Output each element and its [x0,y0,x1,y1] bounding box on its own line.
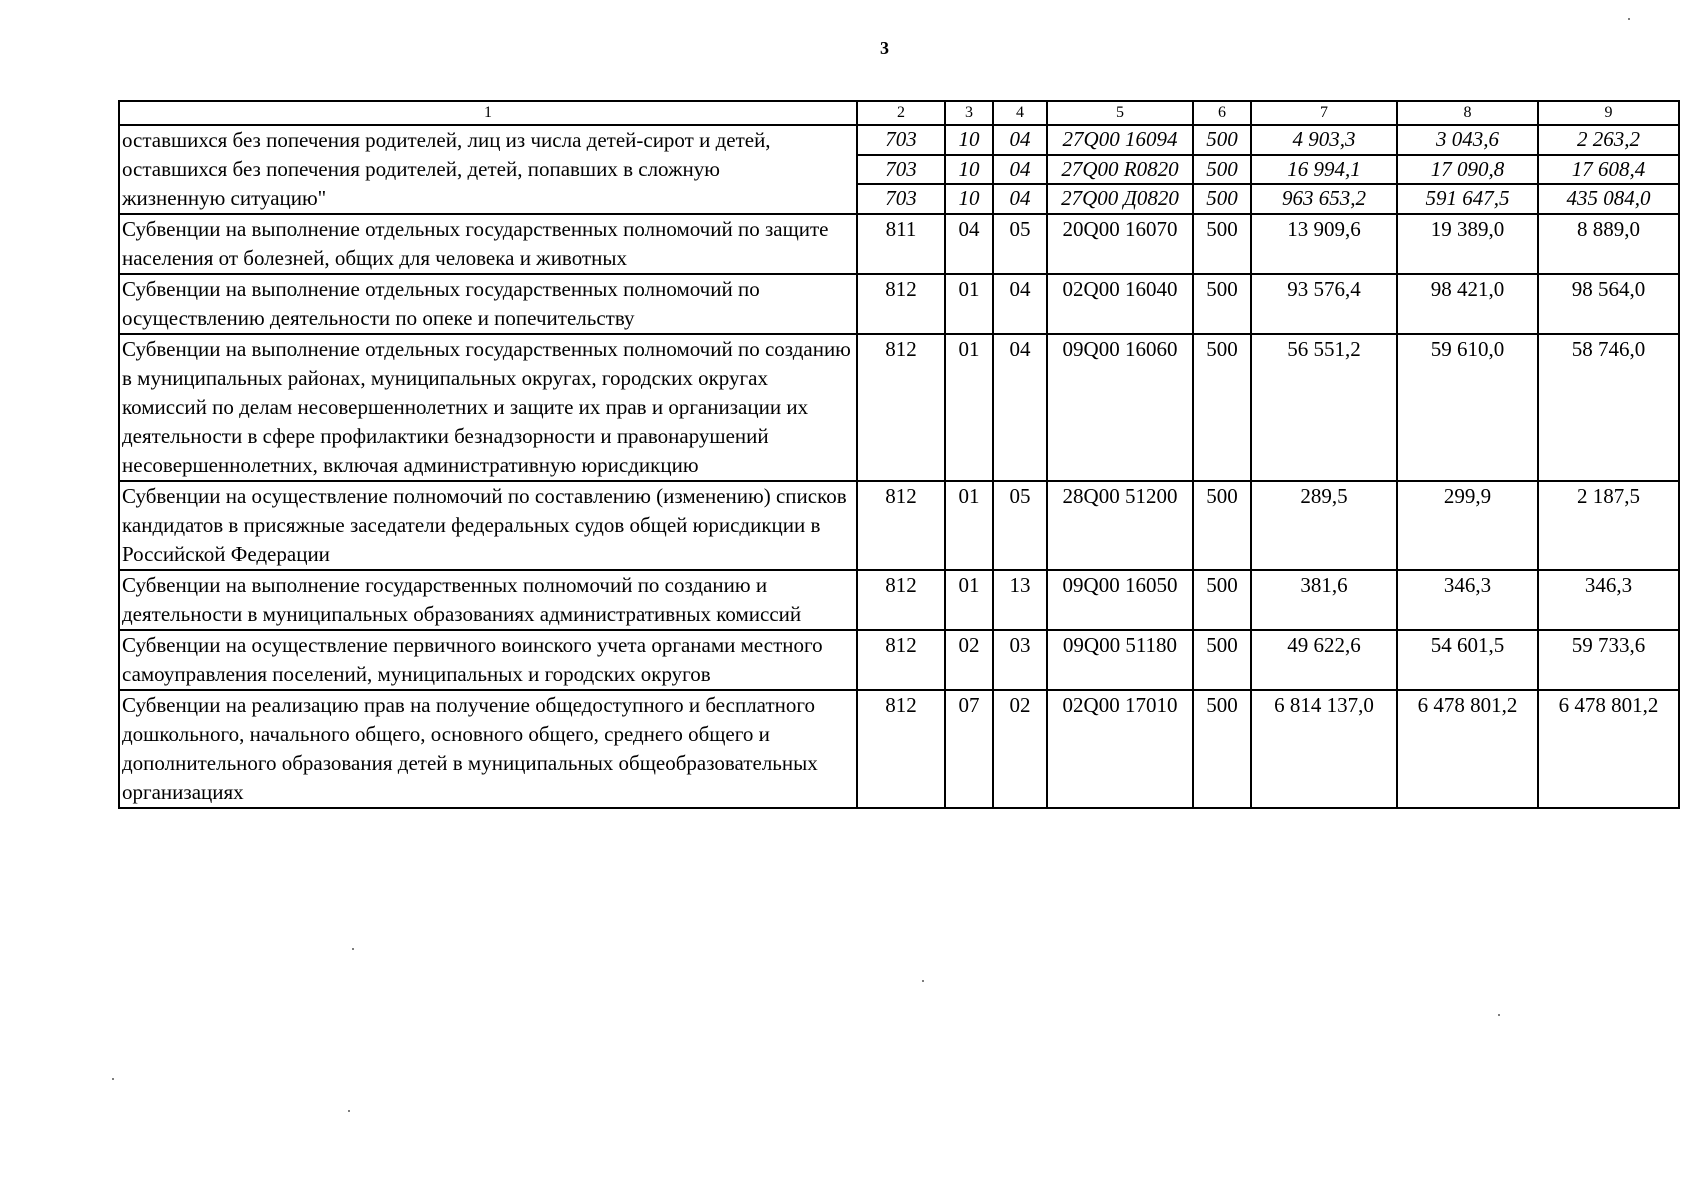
cell-value: 10 [945,155,993,185]
cell-value: 98 564,0 [1538,274,1679,334]
header-cell: 7 [1251,101,1397,125]
description-line: оставшихся без попечения родителей, лиц из числа детей-сирот и детей, [122,128,771,152]
cell-value: 59 610,0 [1397,334,1538,481]
cell-value: 812 [857,570,945,630]
cell-value: 812 [857,274,945,334]
header-cell: 6 [1193,101,1251,125]
cell-value: 04 [993,274,1047,334]
header-cell: 8 [1397,101,1538,125]
header-cell: 1 [119,101,857,125]
scan-speck [1498,1014,1500,1016]
cell-value: 04 [993,184,1047,214]
cell-value: 6 814 137,0 [1251,690,1397,808]
scan-speck [352,948,354,950]
table-row [119,125,1679,155]
header-cell: 5 [1047,101,1193,125]
cell-value: 02 [993,690,1047,808]
cell-value: 49 622,6 [1251,630,1397,690]
cell-value: 17 090,8 [1397,155,1538,185]
table-row [119,481,1679,570]
cell-value: 381,6 [1251,570,1397,630]
cell-value: 02Q00 17010 [1047,690,1193,808]
cell-value: 04 [993,155,1047,185]
cell-value: 435 084,0 [1538,184,1679,214]
budget-table [118,100,1680,809]
row-description: Субвенции на выполнение государственных полномочий по созданию и деятельности в муниципальных образованиях административных комиссий [119,570,857,630]
cell-value: 500 [1193,630,1251,690]
cell-value: 8 889,0 [1538,214,1679,274]
cell-value: 09Q00 16050 [1047,570,1193,630]
cell-value: 27Q00 Д0820 [1047,184,1193,214]
cell-value: 500 [1193,184,1251,214]
header-row [119,101,1679,125]
cell-value: 17 608,4 [1538,155,1679,185]
cell-value: 01 [945,334,993,481]
cell-value: 591 647,5 [1397,184,1538,214]
cell-value: 4 903,3 [1251,125,1397,155]
row-description: Субвенции на выполнение отдельных государственных полномочий по созданию в муниципальных районах, муниципальных округах, городских округах комиссий по делам несовершеннолетних и защите их прав и организации их деятельности в сфере профилактики безнадзорности и правонарушений несовершеннолетних, включая административную юрисдикцию [119,334,857,481]
cell-value: 2 187,5 [1538,481,1679,570]
cell-value: 16 994,1 [1251,155,1397,185]
cell-value: 58 746,0 [1538,334,1679,481]
cell-value: 01 [945,570,993,630]
cell-value: 05 [993,481,1047,570]
cell-value: 812 [857,690,945,808]
cell-value: 703 [857,155,945,185]
cell-value: 500 [1193,274,1251,334]
cell-value: 346,3 [1397,570,1538,630]
description-line: оставшихся без попечения родителей, детей, попавших в сложную [122,157,720,181]
table-row [119,690,1679,808]
header-cell: 4 [993,101,1047,125]
cell-value: 500 [1193,214,1251,274]
cell-value: 04 [993,125,1047,155]
cell-value: 02Q00 16040 [1047,274,1193,334]
cell-value: 812 [857,481,945,570]
table-row [119,570,1679,630]
cell-value: 500 [1193,570,1251,630]
cell-value: 04 [945,214,993,274]
cell-value: 500 [1193,125,1251,155]
table-row [119,214,1679,274]
cell-value: 500 [1193,690,1251,808]
cell-value: 59 733,6 [1538,630,1679,690]
header-cell: 9 [1538,101,1679,125]
cell-value: 6 478 801,2 [1397,690,1538,808]
cell-value: 2 263,2 [1538,125,1679,155]
cell-value: 10 [945,184,993,214]
cell-value: 6 478 801,2 [1538,690,1679,808]
cell-value: 703 [857,125,945,155]
cell-value: 09Q00 51180 [1047,630,1193,690]
cell-value: 346,3 [1538,570,1679,630]
cell-value: 02 [945,630,993,690]
cell-value: 299,9 [1397,481,1538,570]
cell-value: 289,5 [1251,481,1397,570]
header-cell: 3 [945,101,993,125]
cell-value: 07 [945,690,993,808]
row-description: Субвенции на осуществление первичного воинского учета органами местного самоуправления поселений, муниципальных и городских округов [119,630,857,690]
description-line: жизненную ситуацию" [122,186,327,210]
cell-value: 27Q00 16094 [1047,125,1193,155]
row-description: Субвенции на выполнение отдельных государственных полномочий по осуществлению деятельности по опеке и попечительству [119,274,857,334]
cell-value: 812 [857,334,945,481]
cell-value: 10 [945,125,993,155]
cell-value: 13 [993,570,1047,630]
header-cell: 2 [857,101,945,125]
table-row [119,630,1679,690]
row-description: Субвенции на реализацию прав на получение общедоступного и бесплатного дошкольного, начального общего, основного общего, среднего общего и дополнительного образования детей в муниципальных общеобразовательных организациях [119,690,857,808]
page-number: 3 [880,38,889,58]
cell-value: 963 653,2 [1251,184,1397,214]
cell-value: 56 551,2 [1251,334,1397,481]
cell-value: 811 [857,214,945,274]
cell-value: 09Q00 16060 [1047,334,1193,481]
row-description [119,125,857,214]
cell-value: 98 421,0 [1397,274,1538,334]
cell-value: 703 [857,184,945,214]
scan-speck [112,1078,114,1080]
cell-value: 05 [993,214,1047,274]
cell-value: 54 601,5 [1397,630,1538,690]
row-description: Субвенции на выполнение отдельных государственных полномочий по защите населения от болезней, общих для человека и животных [119,214,857,274]
cell-value: 13 909,6 [1251,214,1397,274]
row-description: Субвенции на осуществление полномочий по составлению (изменению) списков кандидатов в присяжные заседатели федеральных судов общей юрисдикции в Российской Федерации [119,481,857,570]
cell-value: 28Q00 51200 [1047,481,1193,570]
cell-value: 500 [1193,334,1251,481]
scan-speck [922,980,924,982]
cell-value: 20Q00 16070 [1047,214,1193,274]
cell-value: 19 389,0 [1397,214,1538,274]
cell-value: 812 [857,630,945,690]
cell-value: 03 [993,630,1047,690]
cell-value: 3 043,6 [1397,125,1538,155]
cell-value: 500 [1193,481,1251,570]
scan-speck [1628,18,1630,20]
cell-value: 93 576,4 [1251,274,1397,334]
cell-value: 01 [945,274,993,334]
cell-value: 01 [945,481,993,570]
cell-value: 27Q00 R0820 [1047,155,1193,185]
table-row [119,334,1679,481]
scan-speck [348,1110,350,1112]
cell-value: 500 [1193,155,1251,185]
table-row [119,274,1679,334]
cell-value: 04 [993,334,1047,481]
